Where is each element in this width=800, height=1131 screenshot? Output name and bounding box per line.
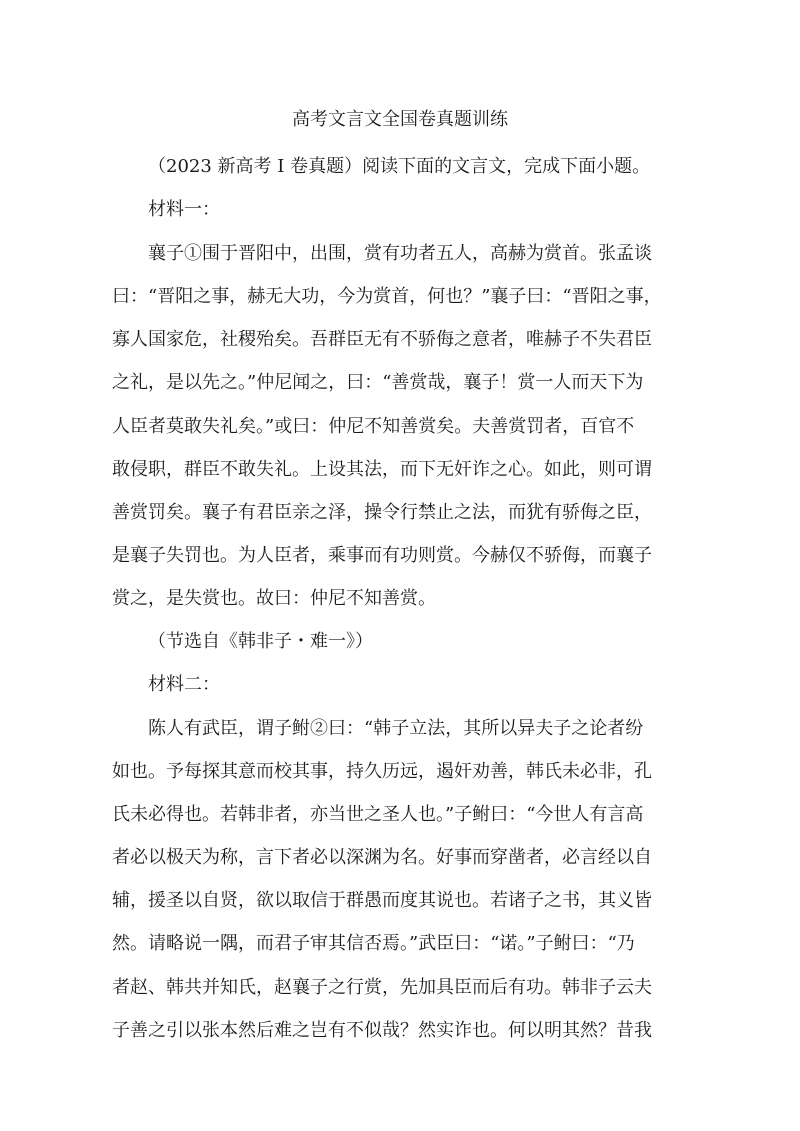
- material1-line: 寡人国家危，社稷殆矣。吾群臣无有不骄侮之意者，唯赫子不失君臣: [112, 329, 652, 350]
- material1-line: 是襄子失罚也。为人臣者，乘事而有功则赏。今赫仅不骄侮，而襄子: [112, 545, 652, 566]
- intro-text: （2023 新高考 I 卷真题）阅读下面的文言文，完成下面小题。: [148, 156, 651, 177]
- document-title: 高考文言文全国卷真题训练: [292, 109, 508, 130]
- material1-line: 之礼，是以先之。”仲尼闻之，曰：“善赏哉，襄子！赏一人而天下为: [112, 372, 644, 393]
- material2-line: 辅，援圣以自贤，欲以取信于群愚而度其说也。若诸子之书，其义皆: [112, 890, 652, 911]
- material2-line: 氏未必得也。若韩非者，亦当世之圣人也。”子鲋曰：“今世人有言高: [112, 804, 644, 825]
- material1-line: 善赏罚矣。襄子有君臣亲之泽，操令行禁止之法，而犹有骄侮之臣，: [112, 502, 652, 523]
- material2-line: 子善之引以张本然后难之岂有不似哉？然实诈也。何以明其然？昔我: [112, 1020, 652, 1041]
- material2-label: 材料二：: [148, 674, 220, 695]
- material2-line: 陈人有武臣，谓子鲋②曰：“韩子立法，其所以异夫子之论者纷: [148, 718, 644, 739]
- material1-line: 人臣者莫敢失礼矣。”或曰：仲尼不知善赏矣。夫善赏罚者，百官不: [112, 416, 635, 437]
- material1-label: 材料一：: [148, 199, 220, 220]
- material1-source: （节选自《韩非子・难一》）: [148, 631, 373, 652]
- material1-line: 赏之，是失赏也。故曰：仲尼不知善赏。: [112, 588, 436, 609]
- material2-line: 者赵、韩共并知氏，赵襄子之行赏，先加具臣而后有功。韩非子云夫: [112, 977, 652, 998]
- material1-line: 襄子①围于晋阳中，出围，赏有功者五人，高赫为赏首。张孟谈: [148, 243, 652, 264]
- material2-line: 然。请略说一隅，而君子审其信否焉。”武臣曰：“诺。”子鲋曰：“乃: [112, 933, 635, 954]
- material2-line: 如也。予每探其意而校其事，持久历远，遏奸劝善，韩氏未必非，孔: [112, 761, 652, 782]
- material1-line: 敢侵职，群臣不敢失礼。上设其法，而下无奸诈之心。如此，则可谓: [112, 459, 652, 480]
- material2-line: 者必以极天为称，言下者必以深渊为名。好事而穿凿者，必言经以自: [112, 847, 652, 868]
- material1-line: 曰：“晋阳之事，赫无大功，今为赏首，何也？”襄子曰：“晋阳之事，: [112, 286, 662, 307]
